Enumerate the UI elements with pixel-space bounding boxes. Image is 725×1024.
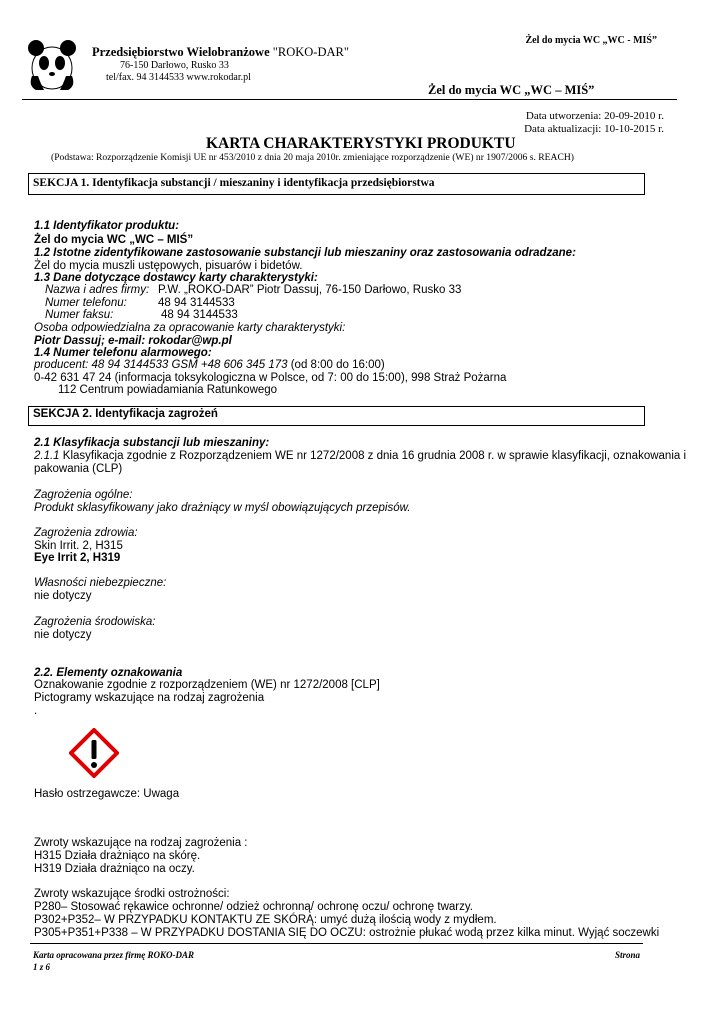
general-hazards-value: Produkt sklasyfikowany jako drażniący w myśl obowiązujących przepisów. xyxy=(34,502,411,514)
footer-right: Strona xyxy=(614,950,640,960)
stray-dot: . xyxy=(34,705,38,717)
dangerous-properties-value: nie dotyczy xyxy=(34,590,92,602)
product-header: Żel do mycia WC „WC – MIŚ” xyxy=(428,83,595,97)
pictograms-text: Pictogramy wskazujące na rodzaj zagrożenia xyxy=(34,692,265,704)
health-hazards-label: Zagrożenia zdrowia: xyxy=(34,527,138,539)
panda-logo-icon xyxy=(26,38,78,92)
labeling-text: Oznakowanie zgodnie z rozporządzeniem (WE) nr 1272/2008 [CLP] xyxy=(34,679,380,691)
env-hazards-label: Zagrożenia środowiska: xyxy=(34,616,156,628)
health-hazard-1: Skin Irrit. 2, H315 xyxy=(34,540,123,552)
h315: H315 Działa drażniąco na skórę. xyxy=(34,850,201,862)
footer-left: Karta opracowana przez firmę ROKO-DAR xyxy=(33,950,195,960)
phone-value: 48 94 3144533 xyxy=(158,297,235,309)
product-use: Żel do mycia muszli ustępowych, pisuarów i bidetów. xyxy=(34,260,303,272)
s211-line2: pakowania (CLP) xyxy=(34,463,123,475)
s14-heading: 1.4 Numer telefonu alarmowego: xyxy=(34,347,212,359)
p305: P305+P351+P338 – W PRZYPADKU DOSTANIA SIĘ DO OCZU: ostrożnie płukać wodą przez kilka minut. Wyjąć soczewki xyxy=(34,927,660,939)
product-identifier: Żel do mycia WC „WC – MIŚ” xyxy=(34,234,194,246)
responsible-value: Piotr Dassuj; e-mail: rokodar@wp.pl xyxy=(34,335,232,347)
footer-page: 1 z 6 xyxy=(33,962,51,972)
toxicology-info: 0-42 631 47 24 (informacja toksykologiczna w Polsce, od 7: 00 do 15:00), 998 Straż Pożarna xyxy=(34,372,507,384)
date-updated: Data aktualizacji: 10-10-2015 r. xyxy=(524,123,664,135)
general-hazards-label: Zagrożenia ogólne: xyxy=(34,489,133,501)
section2-header: SEKCJA 2. Identyfikacja zagrożeń xyxy=(33,408,218,420)
dangerous-properties-label: Własności niebezpieczne: xyxy=(34,577,167,589)
company-contact: tel/fax. 94 3144533 www.rokodar.pl xyxy=(106,72,251,83)
p-statements-label: Zwroty wskazujące środki ostrożności: xyxy=(34,888,230,900)
phone-label: Numer telefonu: xyxy=(45,297,127,309)
company-name-value: P.W. „ROKO-DAR” Piotr Dassuj, 76-150 Darłowo, Rusko 33 xyxy=(158,284,462,296)
p302: P302+P352– W PRZYPADKU KONTAKTU ZE SKÓRĄ: umyć dużą ilością wody z mydłem. xyxy=(34,914,497,926)
emergency-phones: producent: 48 94 3144533 GSM +48 606 345 173 (od 8:00 do 16:00) xyxy=(34,359,385,371)
page-title: KARTA CHARAKTERYSTYKI PRODUKTU xyxy=(206,135,516,152)
fax-value: 48 94 3144533 xyxy=(161,309,238,321)
signal-word: Hasło ostrzegawcze: Uwaga xyxy=(34,788,180,800)
regulation-basis: (Podstawa: Rozporządzenie Komisji UE nr 453/2010 z dnia 20 maja 2010r. zmieniające rozporządzenie (WE) nr 1907/2006 s. REACH) xyxy=(51,152,574,163)
fax-label: Numer faksu: xyxy=(45,309,114,321)
health-hazard-2: Eye Irrit 2, H319 xyxy=(34,552,121,564)
section1-header: SEKCJA 1. Identyfikacja substancji / mieszaniny i identyfikacja przedsiębiorstwa xyxy=(33,177,435,189)
date-created: Data utworzenia: 20-09-2010 r. xyxy=(525,110,664,122)
s22-heading: 2.2. Elementy oznakowania xyxy=(34,667,183,679)
s12-heading: 1.2 Istotne zidentyfikowane zastosowanie substancji lub mieszaniny oraz zastosowania odradzane: xyxy=(34,247,576,259)
company-name: Przedsiębiorstwo Wielobranżowe "ROKO-DAR" xyxy=(92,45,349,59)
responsible-label: Osoba odpowiedzialna za opracowanie karty charakterystyki: xyxy=(34,322,346,334)
header-product-small: Żel do mycia WC „WC - MIŚ” xyxy=(525,35,657,46)
footer-divider xyxy=(30,943,643,944)
p280: P280– Stosować rękawice ochronne/ odzież ochronną/ ochronę oczu/ ochronę twarzy. xyxy=(34,901,473,913)
header-divider xyxy=(22,99,677,100)
rescue-center: 112 Centrum powiadamiania Ratunkowego xyxy=(58,384,278,396)
exclamation-hazard-icon xyxy=(69,728,119,778)
company-address: 76-150 Darłowo, Rusko 33 xyxy=(120,60,229,71)
env-hazards-value: nie dotyczy xyxy=(34,629,92,641)
s21-heading: 2.1 Klasyfikacja substancji lub mieszaniny: xyxy=(34,437,270,449)
s11-heading: 1.1 Identyfikator produktu: xyxy=(34,220,180,232)
h319: H319 Działa drażniąco na oczy. xyxy=(34,863,195,875)
s13-heading: 1.3 Dane dotyczące dostawcy karty charakterystyki: xyxy=(34,272,318,284)
company-name-label: Nazwa i adres firmy: xyxy=(45,284,150,296)
h-statements-label: Zwroty wskazujące na rodzaj zagrożenia : xyxy=(34,837,248,849)
s211-line1: 2.1.1 Klasyfikacja zgodnie z Rozporządzeniem WE nr 1272/2008 z dnia 16 grudnia 2008 r. w sprawie klasyfikacji, oznakowania i xyxy=(34,450,687,462)
